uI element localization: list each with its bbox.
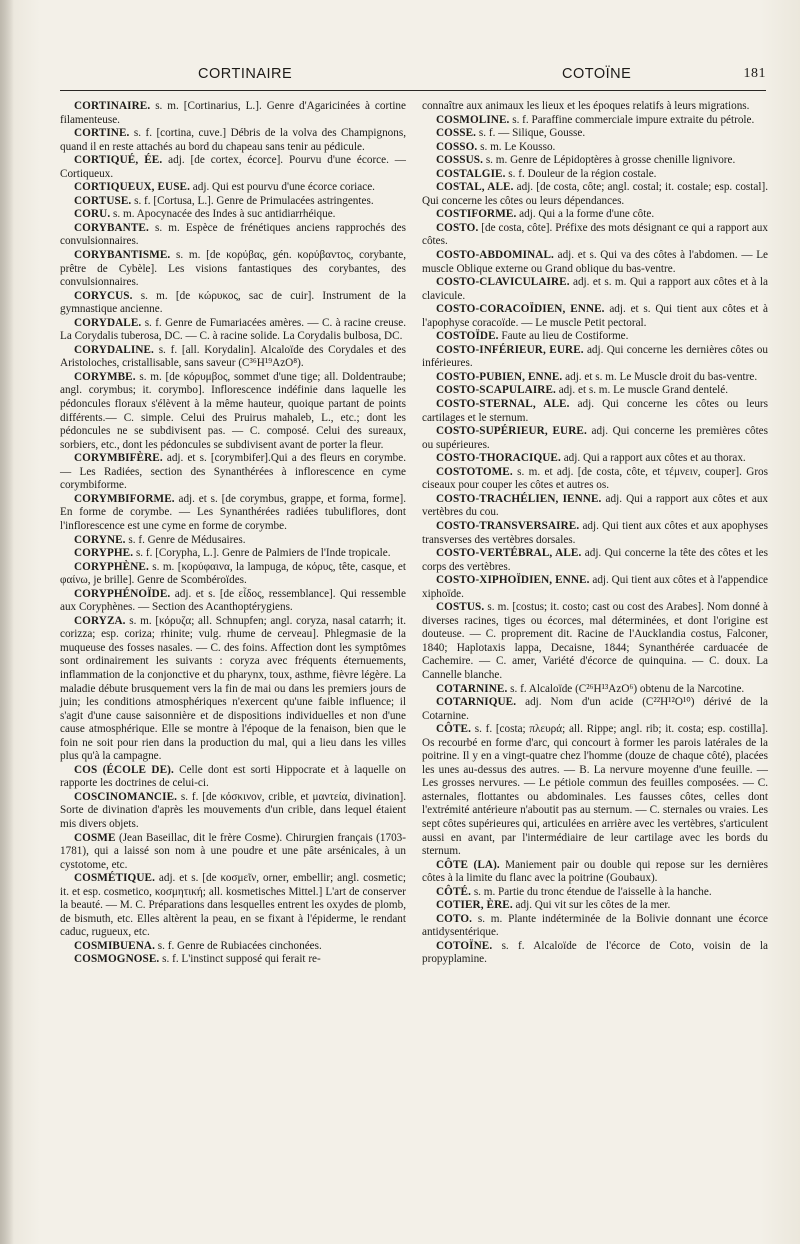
entry-definition: s. f. [all. Korydalin]. Alcaloïde des Corydales et des Aristoloches, cristallisable, sans saveur (C³⁶H¹⁹AzO⁸). [60, 343, 406, 370]
dictionary-entry [422, 127, 768, 141]
dictionary-entry [60, 561, 406, 588]
entry-headword: COSTO-ABDOMINAL. [436, 249, 554, 262]
dictionary-entry [60, 195, 406, 209]
entry-definition: s. f. [Corypha, L.]. Genre de Palmiers de l'Inde tropicale. [133, 547, 391, 560]
entry-definition: adj. Qui concerne les premières côtes ou supérieures. [422, 425, 769, 451]
entry-headword: COSTO-XIPHOÏDIEN, ENNE. [436, 574, 590, 587]
entry-definition: s. f. L'instinct supposé qui ferait re- [159, 953, 321, 966]
entry-definition: s. f. Douleur de la région costale. [505, 167, 657, 180]
dictionary-entry [60, 764, 406, 791]
entry-headword: CÔTE. [436, 723, 472, 736]
dictionary-entry [422, 222, 768, 249]
entry-definition: s. f. Alcaloïde de l'écorce de Coto, voisin de la propyplamine. [422, 939, 768, 966]
dictionary-entry [60, 127, 406, 154]
entry-definition: s. m. Plante indéterminée de la Bolivie donnant une écorce antidysentérique. [422, 912, 768, 939]
entry-headword: COSMOLINE. [436, 113, 510, 126]
dictionary-entry [422, 181, 768, 208]
dictionary-entry [422, 398, 768, 425]
entry-headword: COSTAL, ALE. [436, 181, 514, 194]
dictionary-entry [422, 425, 768, 452]
entry-headword: CORYMBE. [74, 370, 136, 383]
dictionary-entry [60, 493, 406, 534]
entry-definition: adj. Qui a rapport aux côtes et aux vertèbres du cou. [422, 492, 769, 519]
entry-definition: s. m. [Cortinarius, L.]. Genre d'Agaricinées à cortine filamenteuse. [60, 100, 406, 126]
entry-headword: CORTIQUÉ, ÉE. [74, 154, 163, 167]
dictionary-entry [422, 723, 768, 858]
entry-headword: CORYMBIFÈRE. [74, 452, 163, 465]
entry-headword: COTIER, ÈRE. [436, 899, 513, 912]
dictionary-entry [60, 791, 406, 832]
entry-definition: s. f. Paraffine commerciale impure extraite du pétrole. [509, 113, 755, 126]
dictionary-entry [422, 100, 768, 114]
entry-definition: s. m. [κόρυζα; all. Schnupfen; angl. coryza, nasal catarrh; it. corizza; esp. coriza; rhinite; vulg. rhume de cerveau]. Phlegmasie de la muqueuse des fosses nasales. — C. des foins. Affection dont les symptômes sont ordinairement les suivants : coryza avec fréquents éternuements, inflammation de la conjonctive et du pharynx, toux, asthme, fièvre légère. La maladie débute brusquement vers la fin de mai ou dans les premiers jours de juin; les conditions atmosphériques n'exercent qu'une faible influence; il s'agit d'une cause saisonnière et de dispositions individuelles et non d'une cause atmosphérique. Elle se montre à l'époque de la fenaison, bien que le foin ne soit pour rien dans la production du mal, qui a lieu dans les villes plus qu'à la campagne. [60, 614, 406, 763]
entry-definition: adj. Qui concerne la tête des côtes et les corps des vertèbres. [422, 547, 768, 573]
entry-headword: COSTO-PUBIEN, ENNE. [436, 370, 563, 383]
entry-headword: COSTOÏDE. [436, 330, 499, 343]
entry-definition: adj. et s. [de εἶδος, ressemblance]. Qui ressemble aux Coryphènes. — Section des Acanthoptérygiens. [60, 587, 406, 614]
dictionary-entry [422, 384, 768, 398]
dictionary-entry [60, 317, 406, 344]
entry-headword: CORYDALINE. [74, 343, 154, 356]
entry-headword: COSTIFORME. [436, 208, 517, 221]
dictionary-entry [422, 114, 768, 128]
dictionary-entry [60, 588, 406, 615]
entry-definition: (Jean Baseillac, dit le frère Cosme). Chirurgien français (1703-1781), qui a laissé son nom à une poudre et une pâte arsénicales, à un cystotome, etc. [60, 831, 406, 871]
entry-definition: s. m. Partie du tronc étendue de l'aisselle à la hanche. [471, 885, 712, 898]
page-number: 181 [743, 66, 766, 81]
entry-headword: COTARNIQUE. [436, 696, 517, 709]
dictionary-entry [422, 303, 768, 330]
entry-definition: s. f. [cortina, cuve.] Débris de la volva des Champignons, quand il en reste attachés au bord du chapeau sans tenir au pédicule. [60, 127, 406, 153]
entry-definition: connaître aux animaux les lieux et les époques relatifs à leurs migrations. [422, 100, 750, 112]
dictionary-entry [60, 534, 406, 548]
dictionary-entry [422, 493, 768, 520]
entry-headword: COSTO-STERNAL, ALE. [436, 398, 570, 411]
entry-headword: CÔTÉ. [436, 885, 472, 898]
dictionary-entry [60, 100, 406, 127]
dictionary-entry [60, 940, 406, 954]
entry-headword: COSTO-VERTÉBRAL, ALE. [436, 547, 582, 560]
entry-definition: adj. et s. m. Qui a rapport aux côtes et à la clavicule. [422, 276, 768, 302]
entry-definition: s. f. Genre de Fumariacées amères. — C. à racine creuse. La Corydalis tuberosa, DC. — C. à racine solide. La Corydalis bulbosa, DC. [60, 316, 406, 343]
dictionary-entry [60, 371, 406, 452]
entry-headword: COSSUS. [436, 154, 484, 167]
entry-headword: COTO. [436, 912, 473, 925]
dictionary-entry [422, 249, 768, 276]
entry-definition: s. m. [de κώρυκος, sac de cuir]. Instrument de la gymnastique ancienne. [60, 289, 406, 316]
dictionary-entry [60, 832, 406, 873]
entry-headword: COSME [74, 831, 116, 844]
entry-headword: CORYPHE. [74, 547, 134, 560]
dictionary-entry [422, 154, 768, 168]
dictionary-entry [60, 249, 406, 290]
entry-headword: CORYMBIFORME. [74, 492, 175, 505]
dictionary-entry [422, 547, 768, 574]
dictionary-entry [60, 953, 406, 967]
entry-definition: s. f. [de κόσκινον, crible, et μαντεία, divination]. Sorte de divination d'après les mouvements d'un crible, dans lequel étaient mis divers objets. [60, 790, 406, 830]
dictionary-entry [422, 330, 768, 344]
entry-headword: CORYBANTISME. [74, 249, 171, 262]
entry-headword: CORYPHÈNE. [74, 560, 149, 573]
entry-headword: CORYPHÉNOÏDE. [74, 587, 171, 600]
dictionary-entry [60, 181, 406, 195]
entry-headword: CORTUSE. [74, 194, 132, 207]
entry-headword: COSTO-CORACOÏDIEN, ENNE. [436, 303, 605, 316]
entry-headword: COSTO-TRACHÉLIEN, IENNE. [436, 492, 602, 505]
entry-headword: CORTINAIRE. [74, 100, 151, 112]
entry-definition: adj. Qui tient aux côtes et aux apophyses transverses des vertèbres dorsales. [422, 519, 768, 546]
entry-definition: [de costa, côte]. Préfixe des mots désignant ce qui a rapport aux côtes. [422, 221, 768, 248]
entry-headword: COSCINOMANCIE. [74, 790, 178, 803]
dictionary-entry [422, 466, 768, 493]
entry-definition: s. m. [de κορύβας, gén. κορύβαντος, corybante, prêtre de Cybèle]. Les visions fantastiques des corybantes, des convulsionnaires. [60, 249, 406, 289]
entry-headword: COSTOTOME. [436, 465, 513, 478]
dictionary-entry [422, 520, 768, 547]
entry-headword: CORYZA. [74, 614, 126, 627]
entry-headword: CORYNE. [74, 533, 126, 546]
dictionary-entry [60, 290, 406, 317]
entry-definition: s. f. — Silique, Gousse. [476, 127, 586, 140]
dictionary-entry [422, 168, 768, 182]
binding-shadow [0, 0, 14, 1244]
dictionary-entry [60, 344, 406, 371]
dictionary-entry [422, 208, 768, 222]
header-rule [60, 90, 766, 91]
dictionary-entry [60, 547, 406, 561]
entry-definition: s. m. [costus; it. costo; cast ou cost des Arabes]. Nom donné à diverses racines, tiges ou écorces, mal déterminées, et dont l'origine est douteuse. — C. proprement dit. Racine de l'Aucklandia costus, Falconer, 1840; Haplotaxis lappa, Decaisne, 1844; Synanthérée carduacée de Cachemire. — C. amer, Variété d'écorce de quinquina. — C. doux. La Cannelle blanche. [422, 601, 768, 681]
entry-headword: COSMIBUENA. [74, 939, 155, 952]
entry-headword: CÔTE (LA). [436, 858, 500, 871]
dictionary-entry [422, 601, 768, 682]
entry-headword: COSTO-SUPÉRIEUR, EURE. [436, 425, 587, 438]
entry-headword: COSSO. [436, 140, 478, 153]
entry-definition: adj. Qui tient aux côtes et à l'appendice xiphoïde. [422, 574, 769, 600]
entry-definition: s. f. [Cortusa, L.]. Genre de Primulacées astringentes. [131, 194, 374, 207]
dictionary-entry [422, 141, 768, 155]
dictionary-entry [60, 208, 406, 222]
dictionary-entry [60, 154, 406, 181]
entry-headword: CORYCUS. [74, 289, 133, 302]
entry-headword: COSSE. [436, 127, 477, 140]
dictionary-entry [422, 574, 768, 601]
dictionary-entry [422, 899, 768, 913]
running-head [60, 66, 766, 90]
dictionary-entry [422, 886, 768, 900]
entry-definition: adj. Qui est pourvu d'une écorce coriace. [190, 181, 375, 194]
right-column [422, 100, 768, 967]
entry-headword: CORYBANTE. [74, 221, 149, 234]
entry-headword: COSMOGNOSE. [74, 953, 160, 966]
dictionary-entry [422, 683, 768, 697]
entry-definition: adj. et s. m. Le Muscle droit du bas-ventre. [562, 370, 758, 383]
entry-definition: s. f. [costa; πλευρά; all. Rippe; angl. rib; it. costa; esp. costilla]. Os recourbé en forme d'arc, qui concourt à former les parois latérales de la poitrine. Il y en a vingt-quatre chez l'homme (douze de chaque côté), placées les unes au-dessus des autres. — B. La nervure moyenne d'une feuille. — Les grosses nervures. — Le pétiole commun des feuilles composées. — C. asternales, flottantes ou abdominales. Les fausses côtes, celles dont l'extrémité antérieure n'aboutit pas au sternum. — C. sternales ou vraies. Les sept côtes supérieures qui, articulées en arrière avec les vertèbres, s'articulent aussi en avant, par l'intermédiaire de leur cartilage avec les bords du sternum. [422, 723, 768, 858]
entry-headword: COSTO. [436, 221, 479, 234]
entry-definition: s. m. Apocynacée des Indes à suc antidiarrhéique. [110, 208, 336, 221]
dictionary-entry [422, 344, 768, 371]
entry-definition: s. m. [de κόρυμβος, sommet d'une tige; all. Doldentraube; angl. corymbus; it. corymbo]. Inflorescence indéfinie dans laquelle les pédoncules floraux s'élèvent à la même hauteur, quoique partant de points différents.— C. simple. Celui des Pruirus mahaleb, L., etc.; dont les pédoncules ne se subdivisent pas. — C. composé. Celui des sureaux, sorbiers, etc., dont les pédoncules se subdivisent avant de porter la fleur. [60, 370, 406, 451]
entry-definition: adj. Qui a rapport aux côtes et au thorax. [560, 452, 746, 465]
entry-headword: COSMÉTIQUE. [74, 872, 155, 885]
entry-headword: COSTUS. [436, 601, 485, 614]
entry-definition: adj. Nom d'un acide (C²²H¹²O¹⁰) dérivé de la Cotarnine. [422, 696, 768, 722]
dictionary-entry [422, 276, 768, 303]
entry-definition: adj. [de cortex, écorce]. Pourvu d'une écorce. — Cortiqueux. [60, 154, 406, 180]
entry-headword: CORU. [74, 208, 111, 221]
entry-definition: s. m. [κορύφαινα, la lampuga, de κόρυς, tête, casque, et φαίνω, je brille]. Genre de Scombéroïdes. [60, 560, 406, 587]
entry-definition: s. f. Alcaloïde (C²⁶H¹³AzO⁶) obtenu de la Narcotine. [507, 682, 745, 695]
running-head-left: CORTINAIRE [198, 66, 293, 82]
dictionary-entry [60, 872, 406, 940]
entry-definition: Faute au lieu de Costiforme. [498, 330, 629, 343]
entry-headword: CORTINE. [74, 127, 130, 140]
entry-definition: s. m. Espèce de frénétiques anciens rapprochés des convulsionnaires. [60, 221, 406, 248]
entry-headword: COS (ÉCOLE DE). [74, 763, 174, 776]
dictionary-entry [422, 452, 768, 466]
entry-definition: Maniement pair ou double qui repose sur les dernières côtes à la limite du flanc avec la poitrine (Goubaux). [422, 858, 768, 885]
entry-definition: adj. et s. Qui tient aux côtes et à l'apophyse coracoïde. — Le muscle Petit pectoral. [422, 303, 768, 329]
entry-headword: COSTALGIE. [436, 167, 506, 180]
entry-definition: adj. [de costa, côte; angl. costal; it. costale; esp. costal]. Qui concerne les côtes ou leurs dépendances. [422, 181, 768, 207]
entry-definition: adj. et s. Qui va des côtes à l'abdomen. — Le muscle Oblique externe ou Grand oblique du bas-ventre. [422, 249, 768, 275]
entry-definition: adj. Qui concerne les côtes ou leurs cartilages et le sternum. [422, 398, 768, 424]
entry-headword: COSTO-CLAVICULAIRE. [436, 276, 570, 289]
entry-definition: Celle dont est sorti Hippocrate et à laquelle on rapporte les doctrines de celui-ci. [60, 763, 407, 790]
entry-definition: s. m. et adj. [de costa, côte, et τέμνειν, couper]. Gros ciseaux pour couper les côtes et autres os. [422, 465, 768, 492]
entry-headword: COSTO-SCAPULAIRE. [436, 384, 556, 397]
entry-definition: adj. et s. [de κοσμεῖν, orner, embellir; angl. cosmetic; it. et esp. cosmetico, κοσμητική; all. kosmetisches Mittel.] L'art de conserver la beauté. — M. C. Préparations dans lesquelles entrent les oxydes de plomb, de bismuth, etc. Elles altèrent la peau, en se fixant à l'épiderme, le rendant caduc, rugueux, etc. [60, 872, 406, 939]
dictionary-entry [60, 222, 406, 249]
entry-definition: s. f. Genre de Médusaires. [125, 533, 246, 546]
dictionary-entry [422, 371, 768, 385]
dictionary-entry [60, 452, 406, 493]
dictionary-entry [422, 913, 768, 940]
entry-headword: COSTO-TRANSVERSAIRE. [436, 519, 580, 532]
entry-definition: adj. et s. [corymbifer].Qui a des fleurs en corymbe. — Les Radiées, section des Synanthérées à inflorescence en cyme corymbiforme. [60, 452, 406, 492]
entry-headword: COSTO-INFÉRIEUR, EURE. [436, 343, 584, 356]
left-column [60, 100, 406, 967]
entry-definition: adj. et s. m. Le muscle Grand dentelé. [555, 384, 729, 397]
entry-headword: COTOÏNE. [436, 939, 493, 952]
entry-definition: adj. Qui vit sur les côtes de la mer. [512, 899, 671, 912]
entry-definition: adj. et s. [de corymbus, grappe, et forma, forme]. En forme de corymbe. — Les Synanthérées radiées tubuliflores, dont l'inflorescence est une cyme en forme de corymbe. [60, 492, 406, 532]
entry-definition: s. f. Genre de Rubiacées cinchonées. [154, 939, 322, 952]
entry-headword: CORTIQUEUX, EUSE. [74, 181, 190, 194]
entry-definition: s. m. Genre de Lépidoptères à grosse chenille lignivore. [483, 154, 736, 167]
entry-headword: COSTO-THORACIQUE. [436, 452, 561, 465]
dictionary-entry [422, 940, 768, 967]
entry-definition: s. m. Le Kousso. [477, 140, 556, 153]
dictionary-entry [422, 859, 768, 886]
entry-headword: COTARNINE. [436, 682, 508, 695]
entry-headword: CORYDALE. [74, 316, 142, 329]
dictionary-entry [422, 696, 768, 723]
running-head-right: COTOÏNE [562, 66, 632, 82]
entry-definition: adj. Qui a la forme d'une côte. [516, 208, 655, 221]
entry-definition: adj. Qui concerne les dernières côtes ou inférieures. [422, 343, 768, 370]
dictionary-entry [60, 615, 406, 764]
